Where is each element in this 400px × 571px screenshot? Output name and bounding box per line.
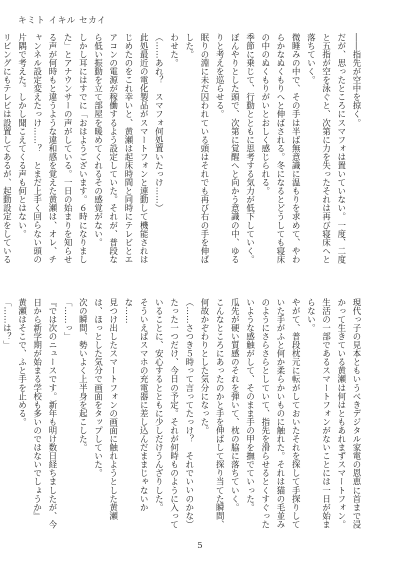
paragraph: 黄瀬はそこで、ふと手を止める。 (17, 298, 28, 427)
paragraph: 「……は？」 (2, 298, 13, 350)
paragraph: 眠りの淵に未だ囚われている頭はそれでも再び右の手を伸ばした。 (184, 33, 210, 264)
paragraph: しかし耳にはすでに「おはようございます。６時になりました」とアナウンサーの声がしている。一日の始まりを知らせる声が何時もと違うような違和感を覚えた黄瀬は、オレ、チャンネル設定変えたっけ……？ とまだ上手く回らない頭の片隅で考えた。しかし聞こえてくる声も何とはない。 (17, 33, 89, 264)
paragraph: やがて、普段枕元に転がしておいたそれを探して手探りしていた手がふと何か柔らかいものに触れた。それは猫の毛並みのようにさらさらとしていて、指先を滑らせるとくすぐったいような感触がして、そのまま手の甲を撫でていった。 (245, 298, 302, 529)
paragraph: だが、思ったところにスマフォは置いていない。一度、二度と五指が空を泳ぐと、次第に力を失ったそれは再び寝床へと落ちていく。 (306, 33, 347, 264)
paragraph: 見つけ出したスマートフォンの画面に触れようとした黄瀬は、ほっとした気分で画面をタップしていた。 (93, 298, 119, 521)
paragraph: ――指先が空中を掠く。 (352, 33, 362, 127)
lower-text-block (2, 298, 364, 531)
paragraph: たった一つだけ、今日の予定。それが何時ものように入っていることに、安心するとともに少しだけうんざりした。 (154, 298, 180, 529)
paragraph: 次の瞬間、勢いよく上半身を起こした。 (78, 298, 89, 452)
paragraph: こんなところにあったのかと手を伸ばして探り当てた瞬間、何故かぞわりとした気分になった。 (199, 298, 226, 529)
upper-text-block (2, 33, 364, 271)
paragraph: （……あれ？ スマフォ何処置いたっけ……） (154, 33, 165, 213)
paragraph: 「……っ」 (63, 298, 74, 341)
running-head: キミト イキル セカイ (18, 16, 107, 26)
paragraph: 現代っ子の見本ともいうべきデジタル家電の恩恵に首まで浸かって生きている黄瀬は何はともあれまずスマートフォン。生活の一部であるスマートフォンがないことには一日が始まらない。 (306, 298, 362, 529)
paragraph: 季節に乗じて、行動とともに思考する気力が低下していく。ぼんやりとした頭で、次第に覚醒へと向かう意識の中、ゆるりと考えを巡らせる。 (215, 33, 256, 264)
paragraph: 『では次のニュースです。新年も明け数日経ちましたが、今日から新学期が始まる学校も多いのではないでしょうか』 (32, 298, 58, 529)
page-number: 5 (197, 541, 203, 551)
paragraph: 瓜先が硬い質感のそれを弾いて、枕の脇に落ちていく。 (230, 298, 241, 512)
paragraph: 此処最近の電化製品がスマートフォンと連動して機能されはじめたのをこれ幸いと、黄瀬は起床時間と同時にテレビとエアコンの電源が稼働するよう設定していた。それが、普段なら低い振動を立て部屋を暖めてくれるその感覚がない。 (93, 33, 150, 264)
paragraph: そういえばスマホの充電器に差し込んだままじゃないかな…… (123, 298, 150, 512)
paragraph: （……さつき５時って言ってたっけ？ それでいいのかな） (184, 298, 195, 529)
paragraph: リビングにもテレビは設置してあるが、起動設定をしている (2, 33, 13, 264)
paragraph: 微睡みの中で、その手は半ば無意識に温もりを求めて、やわらかなぬくもりへと伸ばされる。冬になるとどうしても寝床の中のぬくもりがいとおしく感じられる。 (260, 33, 302, 264)
paragraph: わせた。 (169, 33, 180, 68)
